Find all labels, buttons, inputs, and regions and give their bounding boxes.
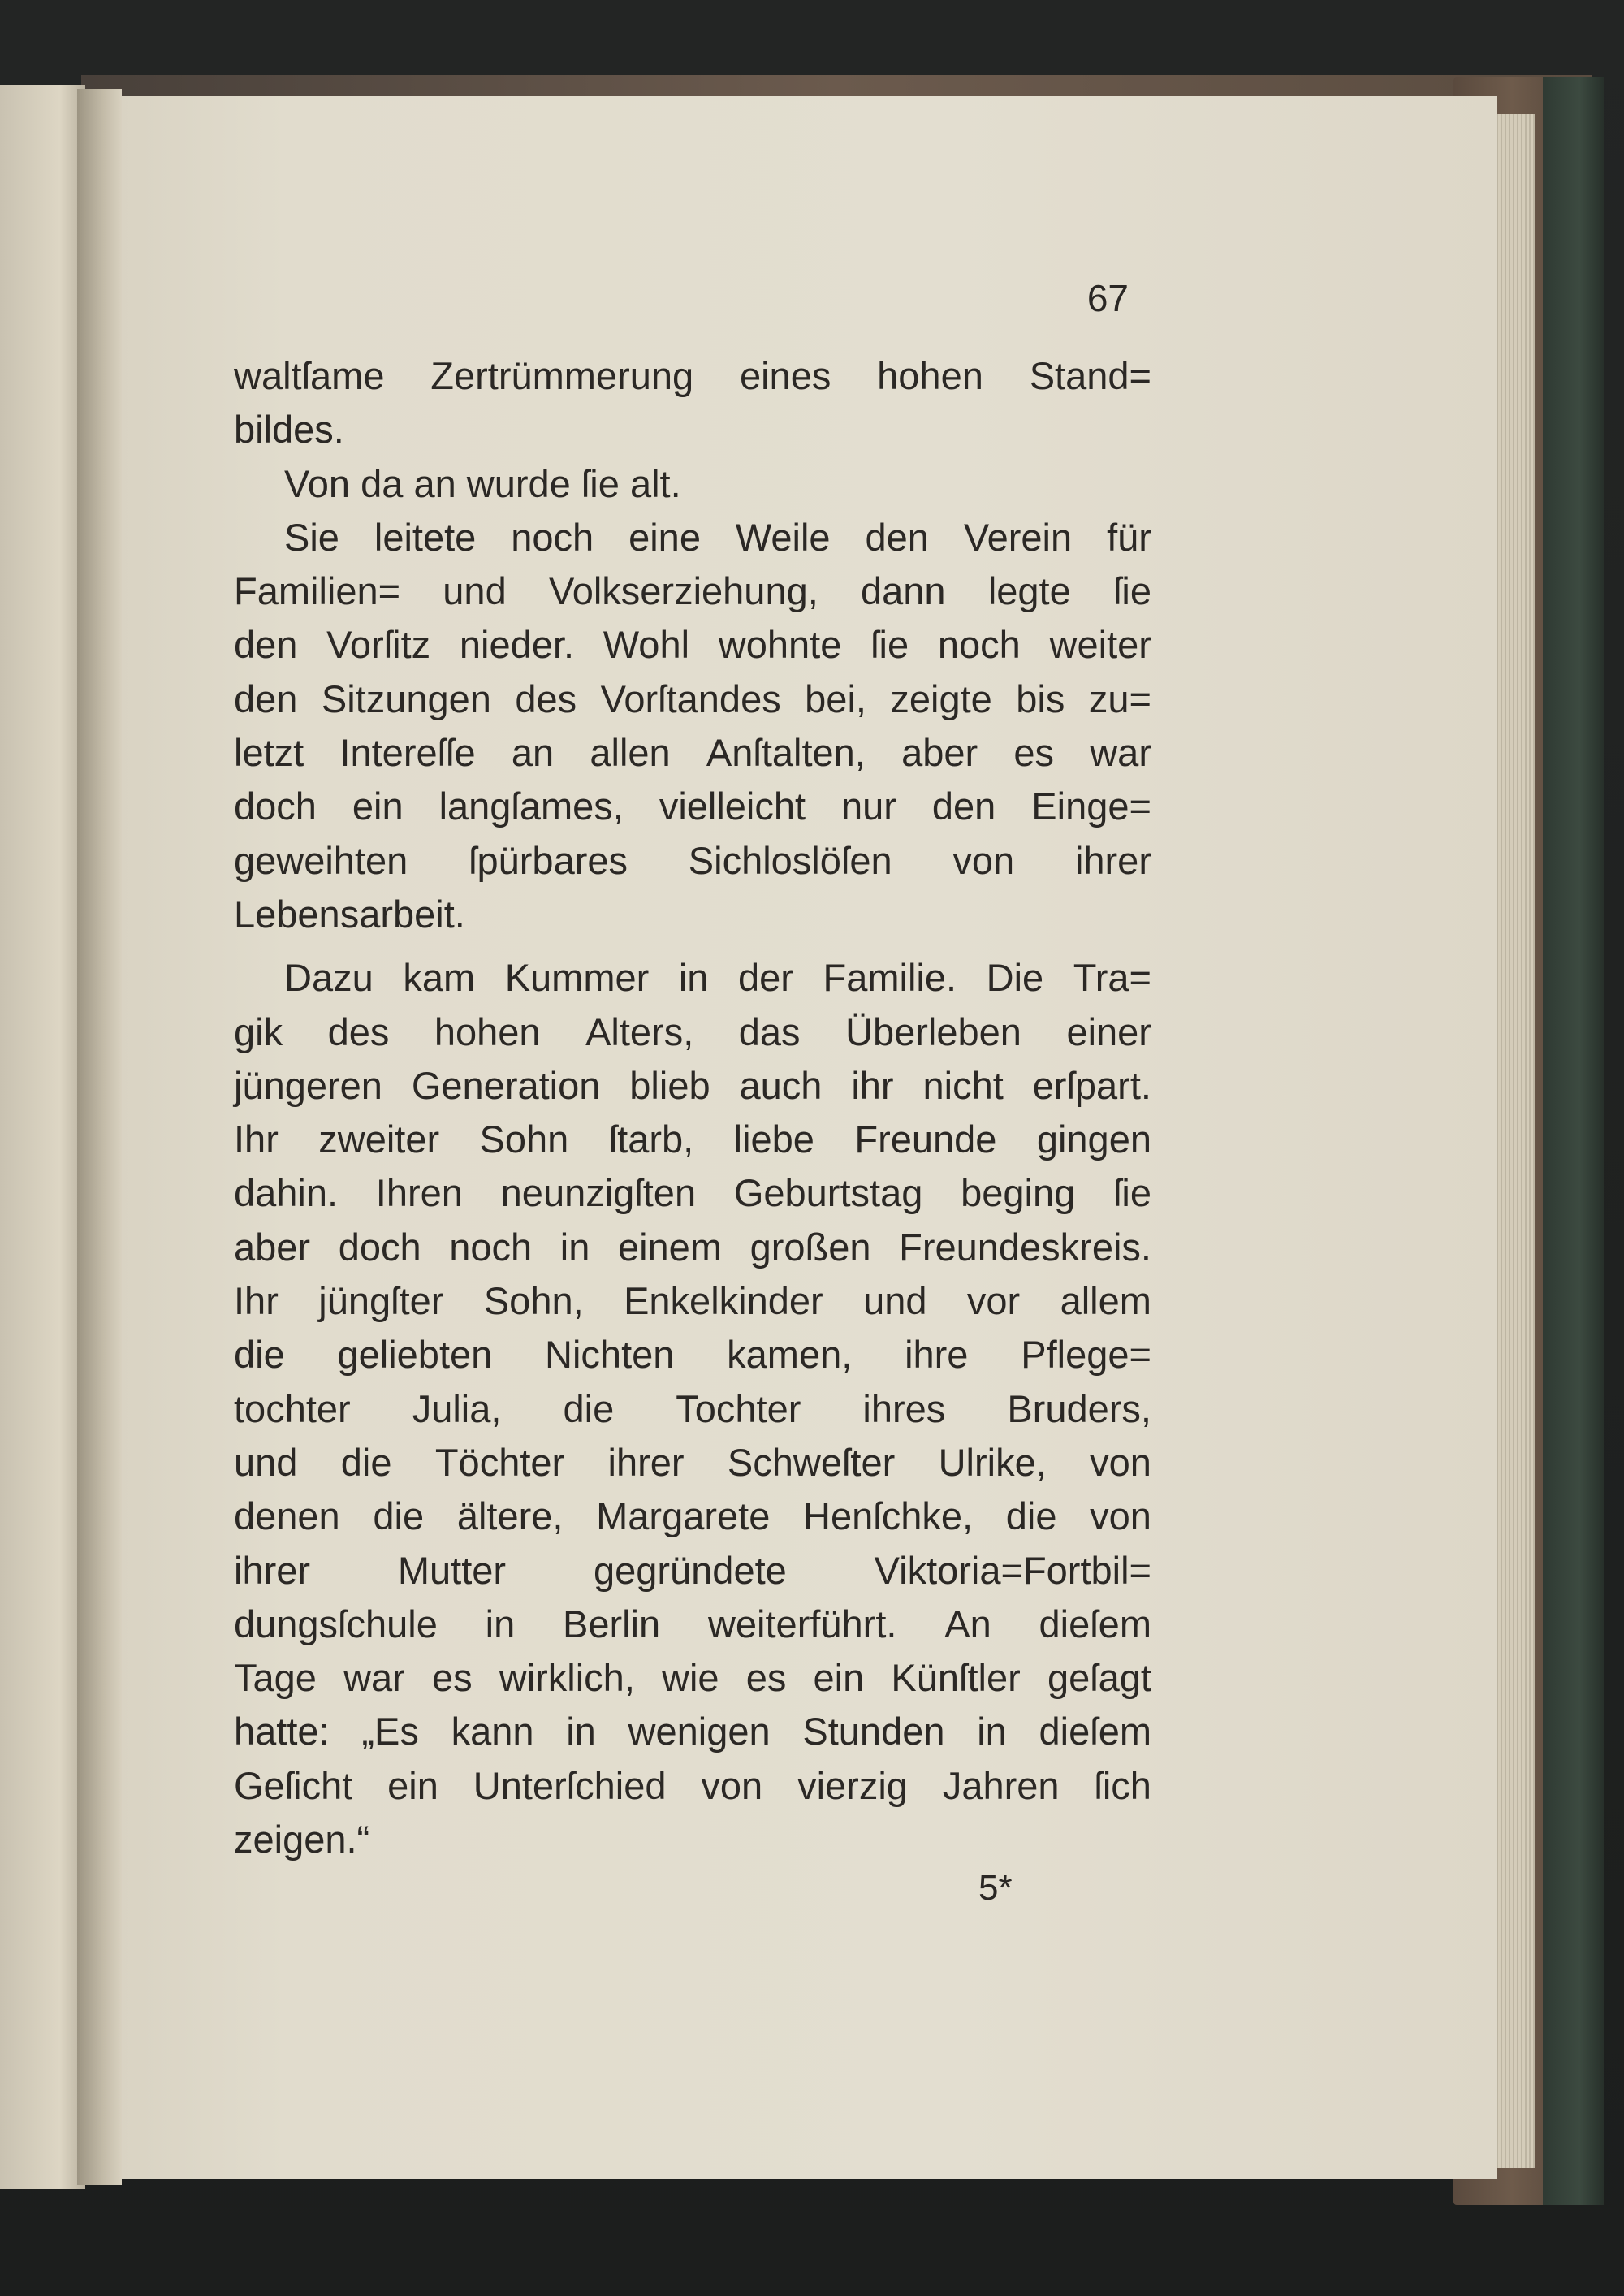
word: und: [234, 1440, 298, 1484]
word: ältere,: [456, 1494, 564, 1538]
word: und: [863, 1279, 927, 1323]
text-line: [234, 1436, 1151, 1490]
word: einer: [1066, 1010, 1151, 1053]
word: wurde: [466, 461, 581, 505]
word: zeigte: [890, 677, 992, 720]
word: hatte:: [234, 1710, 330, 1753]
text-line: [234, 1813, 1151, 1866]
text-line: [234, 403, 1151, 456]
word: Familie.: [823, 956, 957, 1000]
text-line: [234, 1221, 1151, 1274]
word: auch: [739, 1063, 823, 1107]
word: es: [1013, 731, 1055, 775]
word: Ihr: [234, 1279, 279, 1323]
word: Unterſchied: [473, 1763, 667, 1807]
text-line: [234, 1113, 1151, 1166]
word: Weile: [735, 515, 831, 559]
word: ſpürbares: [469, 838, 628, 882]
text-line: [234, 1759, 1151, 1813]
word: geſagt: [1047, 1656, 1151, 1700]
word: vielleicht: [659, 785, 806, 828]
word: noch: [449, 1225, 533, 1269]
text-line: [234, 1651, 1151, 1705]
word: weiterführt.: [707, 1602, 897, 1645]
text-line: [234, 457, 1151, 511]
word: ihres: [862, 1386, 946, 1430]
book-binding-cloth: [1543, 77, 1604, 2205]
word: von: [1090, 1494, 1151, 1538]
word: Die: [986, 956, 1044, 1000]
text-line: [234, 1005, 1151, 1059]
word: allen: [590, 731, 671, 775]
text-line: [234, 511, 1151, 564]
text-line: [234, 726, 1151, 780]
word: dieſem: [1039, 1602, 1151, 1645]
word: der: [738, 956, 793, 1000]
word: Freunde: [854, 1118, 997, 1161]
text-line: [234, 951, 1151, 1005]
word: es: [745, 1656, 787, 1700]
word: Viktoria=Fortbil=: [874, 1548, 1151, 1592]
word: Pflege=: [1021, 1333, 1151, 1377]
word: Nichten: [545, 1333, 675, 1377]
word: ſie: [1112, 1171, 1151, 1215]
word: Sie: [284, 515, 339, 559]
text-line: [234, 672, 1151, 726]
word: eine: [628, 515, 701, 559]
word: weiter: [1049, 623, 1151, 667]
word: Verein: [963, 515, 1073, 559]
word: Ulrike,: [938, 1440, 1047, 1484]
word: Sichloslöſen: [688, 838, 892, 882]
text-line: [234, 564, 1151, 618]
word: aber: [901, 731, 978, 775]
word: Wohl: [603, 623, 690, 667]
word: Margarete: [596, 1494, 771, 1538]
word: An: [944, 1602, 991, 1645]
word: geweihten: [234, 838, 408, 882]
word: ihr: [851, 1063, 894, 1107]
word: war: [1090, 731, 1151, 775]
word: alt.: [629, 461, 681, 505]
word: ſich: [1094, 1763, 1151, 1807]
word: den: [931, 785, 996, 828]
word: hohen: [877, 354, 983, 397]
word: Sohn: [479, 1118, 569, 1161]
word: Tage: [234, 1656, 317, 1700]
word: in: [977, 1710, 1007, 1753]
word: langſames,: [438, 785, 624, 828]
word: letzt: [234, 731, 304, 775]
page-text: [234, 349, 1151, 1866]
word: und: [443, 569, 507, 613]
word: Von: [284, 461, 361, 505]
word: dieſem: [1039, 1710, 1151, 1753]
word: Lebensarbeit.: [234, 892, 465, 936]
text-line: [234, 349, 1151, 403]
word: hohen: [434, 1010, 541, 1053]
word: den: [234, 623, 298, 667]
text-line: [234, 1328, 1151, 1381]
word: die: [563, 1386, 615, 1430]
word: Julia,: [412, 1386, 502, 1430]
text-line: [234, 1166, 1151, 1220]
word: ihrer: [607, 1440, 685, 1484]
word: Vorſitz: [326, 623, 431, 667]
word: ſtarb,: [608, 1118, 694, 1161]
word: ſie: [581, 461, 630, 505]
word: tochter: [234, 1386, 351, 1430]
word: legte: [987, 569, 1071, 613]
word: ein: [352, 785, 404, 828]
word: Schweſter: [727, 1440, 896, 1484]
text-line: [234, 1598, 1151, 1651]
word: Geburtstag: [733, 1171, 923, 1215]
word: leitete: [374, 515, 477, 559]
word: Anſtalten,: [706, 731, 866, 775]
word: da: [361, 461, 414, 505]
word: Ihren: [375, 1171, 463, 1215]
word: die: [373, 1494, 425, 1538]
word: Alters,: [585, 1010, 694, 1053]
facing-page-edge: [0, 85, 85, 2189]
page-edge-stack: [1490, 114, 1535, 2168]
word: an: [511, 731, 555, 775]
word: Ihr: [234, 1118, 279, 1161]
word: Künſtler: [891, 1656, 1021, 1700]
text-line: [234, 780, 1151, 833]
text-line: [234, 1490, 1151, 1543]
word: eines: [739, 354, 831, 397]
word: dahin.: [234, 1171, 339, 1215]
text-line: [234, 1274, 1151, 1328]
word: Sohn,: [483, 1279, 584, 1323]
word: in: [559, 1225, 590, 1269]
word: allem: [1060, 1279, 1151, 1323]
word: kamen,: [727, 1333, 853, 1377]
word: dungsſchule: [234, 1602, 438, 1645]
word: in: [485, 1602, 516, 1645]
word: Stunden: [802, 1710, 945, 1753]
word: zeigen.“: [234, 1818, 370, 1861]
text-line: [234, 888, 1151, 941]
word: waltſame: [234, 354, 385, 397]
word: Intereſſe: [339, 731, 476, 775]
word: Volkserziehung,: [548, 569, 818, 613]
word: kann: [451, 1710, 534, 1753]
word: aber: [234, 1225, 311, 1269]
word: es: [431, 1656, 473, 1700]
page-gutter: [77, 89, 122, 2185]
text-line: [234, 1059, 1151, 1113]
word: noch: [511, 515, 594, 559]
word: von: [1090, 1440, 1151, 1484]
word: Bruders,: [1007, 1386, 1151, 1430]
word: beging: [961, 1171, 1076, 1215]
word: bis: [1016, 677, 1065, 720]
word: an: [413, 461, 467, 505]
word: Vorſtandes: [600, 677, 781, 720]
word: doch: [338, 1225, 421, 1269]
text-line: [234, 1544, 1151, 1598]
word: Tra=: [1073, 956, 1151, 1000]
word: ihrer: [1074, 838, 1151, 882]
word: Familien=: [234, 569, 401, 613]
word: die: [234, 1333, 285, 1377]
word: ein: [813, 1656, 865, 1700]
word: ein: [387, 1763, 438, 1807]
word: bildes.: [234, 408, 344, 452]
word: Stand=: [1029, 354, 1151, 397]
text-line: [234, 618, 1151, 672]
text-line: [234, 834, 1151, 888]
word: liebe: [733, 1118, 814, 1161]
word: wirklich,: [499, 1656, 635, 1700]
word: dann: [861, 569, 946, 613]
word: gik: [234, 1010, 283, 1053]
word: Jahren: [942, 1763, 1060, 1807]
word: in: [678, 956, 709, 1000]
word: die: [340, 1440, 392, 1484]
word: nur: [841, 785, 896, 828]
word: kam: [403, 956, 476, 1000]
word: war: [343, 1656, 405, 1700]
word: für: [1107, 515, 1151, 559]
word: wenigen: [628, 1710, 771, 1753]
word: vierzig: [797, 1763, 908, 1807]
word: ſie: [870, 623, 909, 667]
word: ſie: [1112, 569, 1151, 613]
signature-mark: 5*: [978, 1868, 1013, 1908]
word: Kummer: [504, 956, 650, 1000]
word: wie: [662, 1656, 719, 1700]
word: „Es: [361, 1710, 419, 1753]
word: gegründete: [593, 1548, 787, 1592]
text-line: [234, 1705, 1151, 1758]
word: blieb: [629, 1063, 710, 1107]
word: vor: [966, 1279, 1021, 1323]
word: zu=: [1088, 677, 1151, 720]
word: einem: [617, 1225, 722, 1269]
word: erſpart.: [1032, 1063, 1151, 1107]
word: von: [701, 1763, 763, 1807]
word: in: [566, 1710, 596, 1753]
word: bei,: [805, 677, 866, 720]
word: ihre: [905, 1333, 969, 1377]
word: noch: [937, 623, 1021, 667]
word: Geſicht: [234, 1763, 353, 1807]
word: Generation: [411, 1063, 601, 1107]
word: Sitzungen: [321, 677, 491, 720]
word: Töchter: [434, 1440, 565, 1484]
word: Einge=: [1031, 785, 1151, 828]
word: zweiter: [318, 1118, 440, 1161]
word: Tochter: [676, 1386, 801, 1430]
word: großen: [749, 1225, 871, 1269]
word: den: [234, 677, 298, 720]
word: von: [952, 838, 1015, 882]
word: des: [515, 677, 577, 720]
word: neunzigſten: [500, 1171, 697, 1215]
word: des: [327, 1010, 390, 1053]
text-line: [234, 1382, 1151, 1436]
page-number: 67: [1086, 277, 1129, 319]
word: nieder.: [459, 623, 575, 667]
word: gingen: [1036, 1118, 1151, 1161]
word: wohnte: [718, 623, 842, 667]
word: Berlin: [563, 1602, 661, 1645]
word: Zertrümmerung: [430, 354, 694, 397]
word: Dazu: [284, 956, 374, 1000]
word: Mutter: [397, 1548, 507, 1592]
word: das: [738, 1010, 801, 1053]
word: jüngſter: [318, 1279, 444, 1323]
word: Enkelkinder: [624, 1279, 823, 1323]
word: Überleben: [845, 1010, 1021, 1053]
word: die: [1005, 1494, 1057, 1538]
word: denen: [234, 1494, 340, 1538]
word: doch: [234, 785, 317, 828]
word: Freundeskreis.: [899, 1225, 1151, 1269]
word: jüngeren: [234, 1063, 382, 1107]
word: nicht: [922, 1063, 1004, 1107]
word: Henſchke,: [803, 1494, 974, 1538]
word: ihrer: [234, 1548, 311, 1592]
word: den: [865, 515, 929, 559]
word: geliebten: [337, 1333, 493, 1377]
